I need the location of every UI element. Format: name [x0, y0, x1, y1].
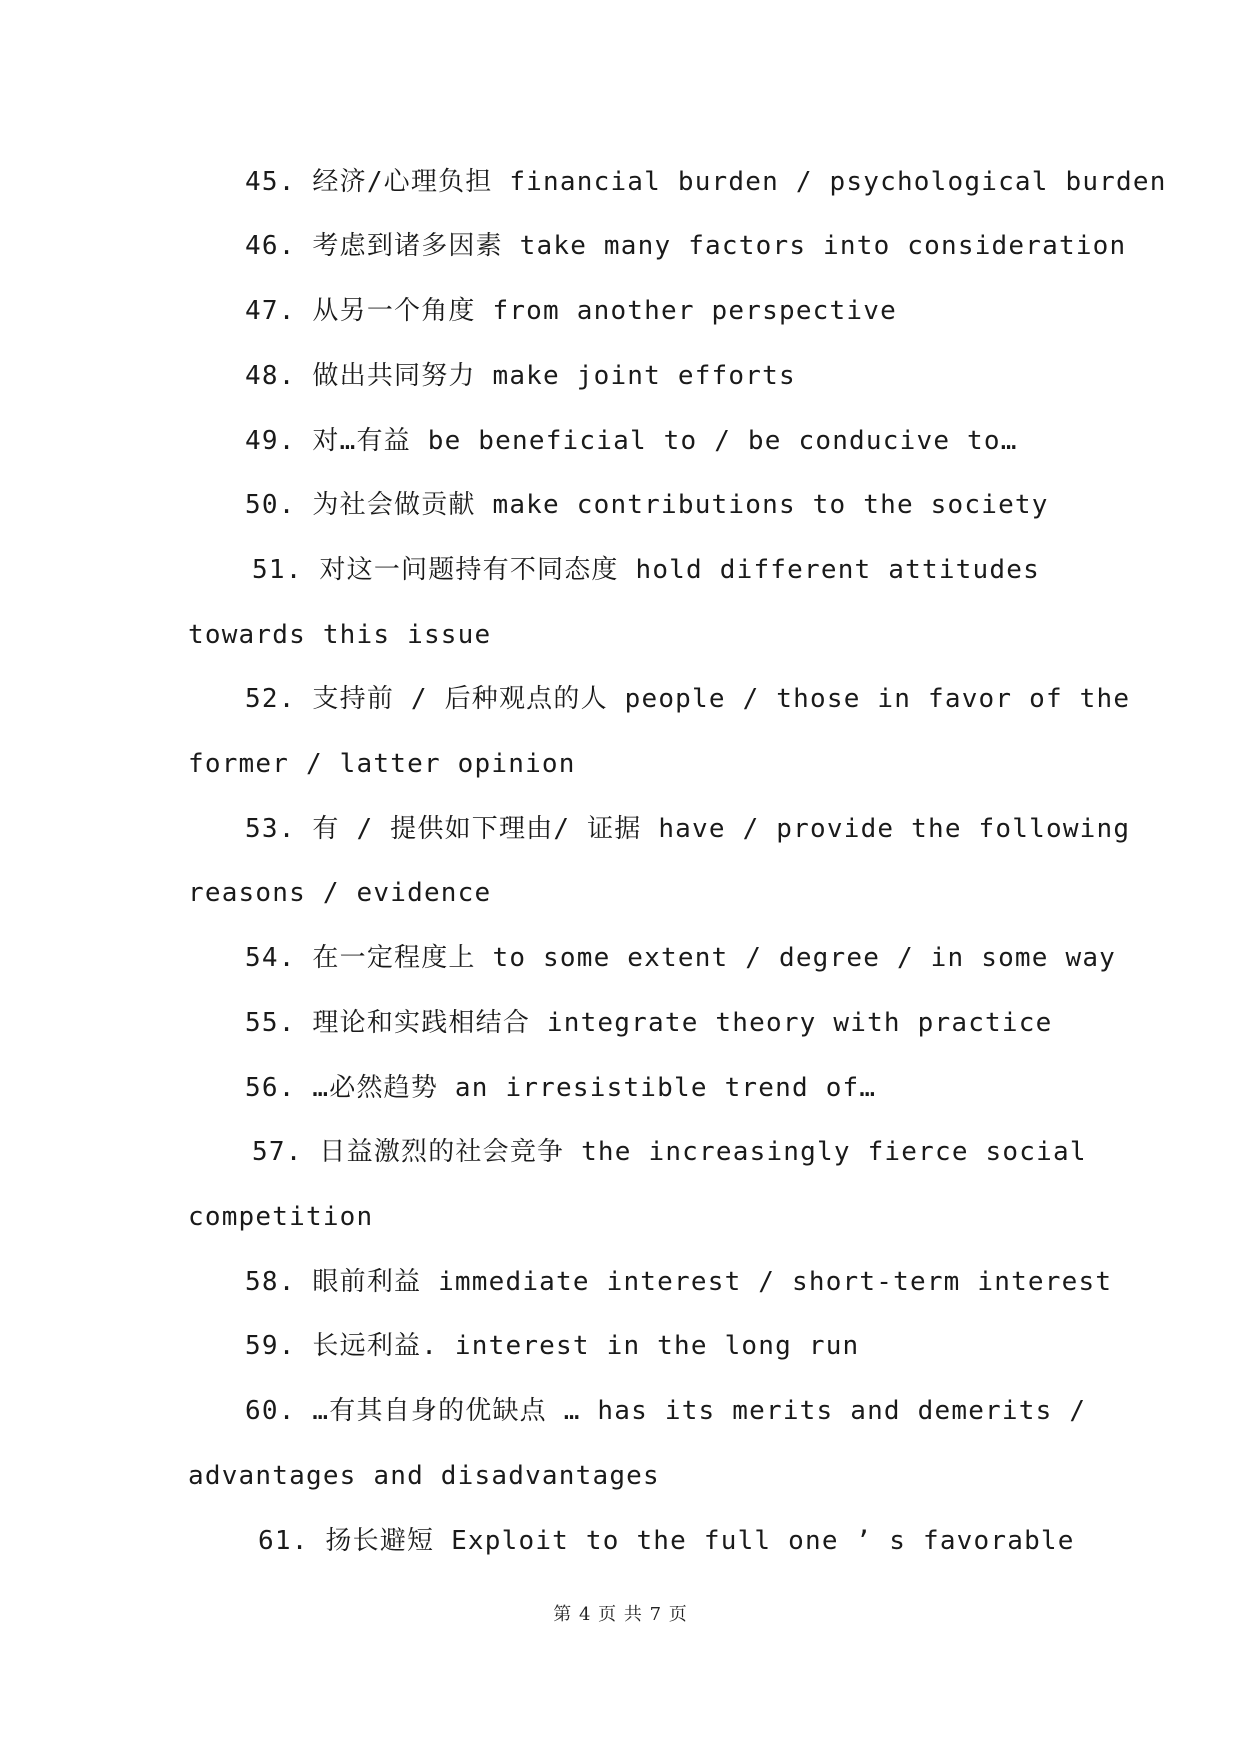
entry-53: 53. 有 / 提供如下理由/ 证据 have / provide the following [245, 814, 1131, 844]
entry-60-continuation: advantages and disadvantages [188, 1461, 660, 1491]
entry-54: 54. 在一定程度上 to some extent / degree / in some way [245, 943, 1117, 973]
entry-47: 47. 从另一个角度 from another perspective [245, 296, 897, 326]
entry-51: 51. 对这一问题持有不同态度 hold different attitudes [252, 555, 1040, 585]
entry-52-continuation: former / latter opinion [188, 749, 576, 779]
entry-57: 57. 日益激烈的社会竞争 the increasingly fierce social [252, 1137, 1087, 1167]
entry-46: 46. 考虑到诸多因素 take many factors into consideration [245, 231, 1127, 261]
entry-56: 56. …必然趋势 an irresistible trend of… [245, 1073, 877, 1103]
entry-49: 49. 对…有益 be beneficial to / be conducive to… [245, 426, 1018, 456]
entry-58: 58. 眼前利益 immediate interest / short-term interest [245, 1267, 1113, 1297]
entry-55: 55. 理论和实践相结合 integrate theory with practice [245, 1008, 1053, 1038]
entry-48: 48. 做出共同努力 make joint efforts [245, 361, 796, 391]
entry-60: 60. …有其自身的优缺点 … has its merits and demerits / [245, 1396, 1087, 1426]
entry-51-continuation: towards this issue [188, 620, 492, 650]
entry-61: 61. 扬长避短 Exploit to the full one ’ s favorable [258, 1526, 1075, 1556]
entry-52: 52. 支持前 / 后种观点的人 people / those in favor of the [245, 684, 1131, 714]
page-footer: 第 4 页 共 7 页 [553, 1604, 688, 1625]
entry-45: 45. 经济/心理负担 financial burden / psychological burden [245, 167, 1167, 197]
entry-57-continuation: competition [188, 1202, 374, 1232]
entry-50: 50. 为社会做贡献 make contributions to the society [245, 490, 1049, 520]
entry-53-continuation: reasons / evidence [188, 878, 492, 908]
entry-59: 59. 长远利益. interest in the long run [245, 1331, 860, 1361]
